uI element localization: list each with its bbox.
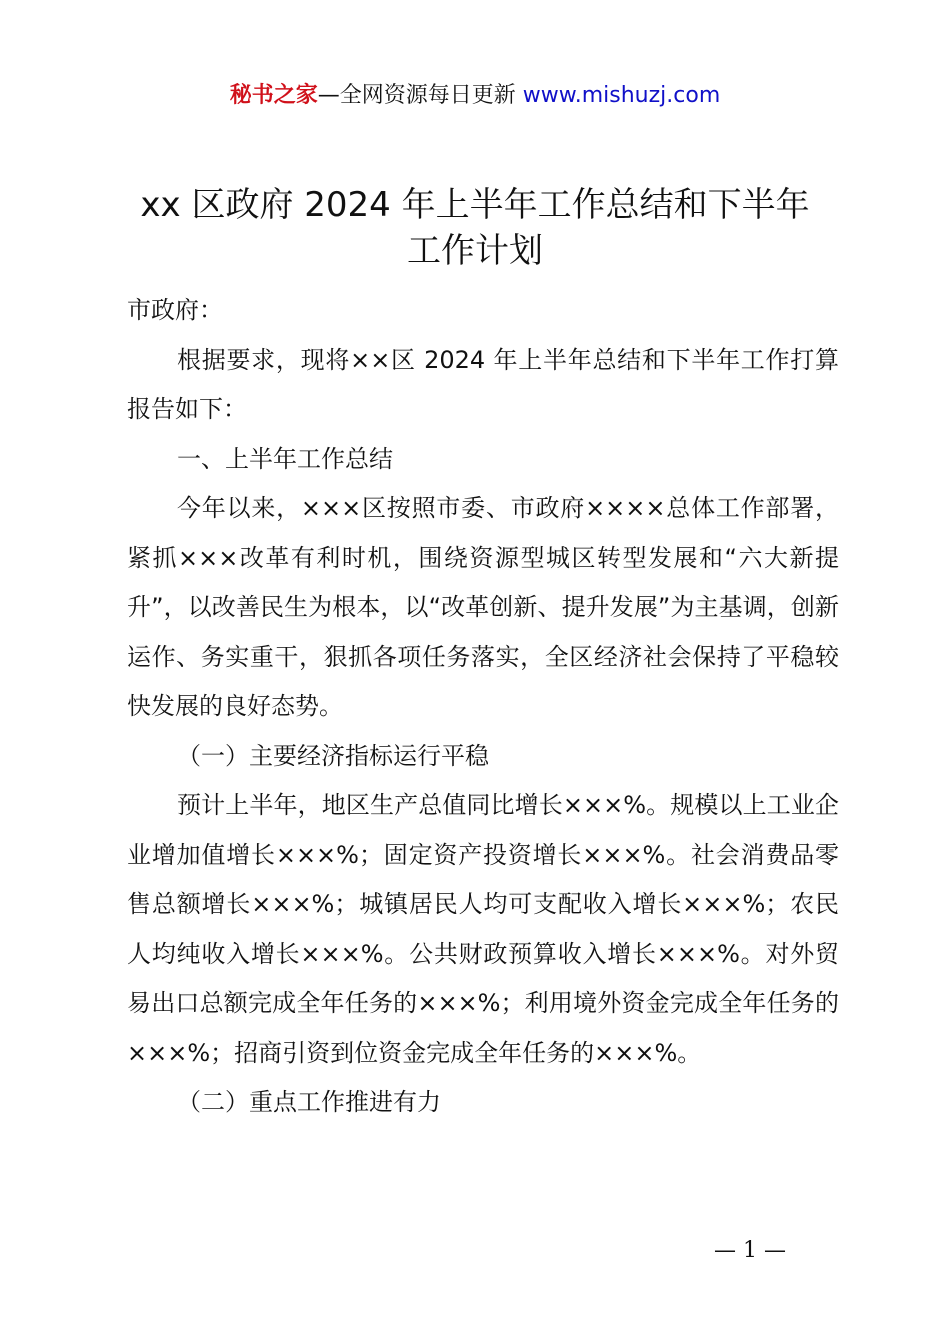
page-number: — 1 — <box>714 1238 786 1263</box>
subsection-heading-1: （一）主要经济指标运行平稳 <box>177 741 489 770</box>
document-body <box>127 286 839 1128</box>
intro-paragraph: 根据要求，现将××区 2024 年上半年总结和下半年工作打算报告如下： <box>127 345 839 423</box>
document-title <box>0 182 950 274</box>
site-banner <box>0 80 950 112</box>
title-line-2: 工作计划 <box>407 231 543 271</box>
section-heading-1: 一、上半年工作总结 <box>177 444 393 473</box>
title-line-1: xx 区政府 2024 年上半年工作总结和下半年 <box>140 185 810 225</box>
subsection-heading-2: （二）重点工作推进有力 <box>177 1088 441 1116</box>
site-url-link[interactable]: www.mishuzj.com <box>522 83 721 108</box>
site-tagline: —全网资源每日更新 <box>317 83 523 108</box>
salutation: 市政府： <box>127 296 223 324</box>
site-name: 秘书之家 <box>229 83 318 108</box>
indicators-paragraph: 预计上半年，地区生产总值同比增长×××%。规模以上工业企业增加值增长×××%；固定资产投资增长×××%。社会消费品零售总额增长×××%；城镇居民人均可支配收入增长×××%；农民人均纯收入增长×××%。公共财政预算收入增长×××%。对外贸易出口总额完成全年任务的×××%；利用境外资金完成全年任务的×××%；招商引资到位资金完成全年任务的×××%。 <box>127 791 839 1067</box>
overview-paragraph: 今年以来，×××区按照市委、市政府××××总体工作部署，紧抓×××改革有利时机，围绕资源型城区转型发展和“六大新提升”，以改善民生为根本，以“改革创新、提升发展”为主基调，创新运作、务实重干，狠抓各项任务落实，全区经济社会保持了平稳较快发展的良好态势。 <box>127 494 839 720</box>
